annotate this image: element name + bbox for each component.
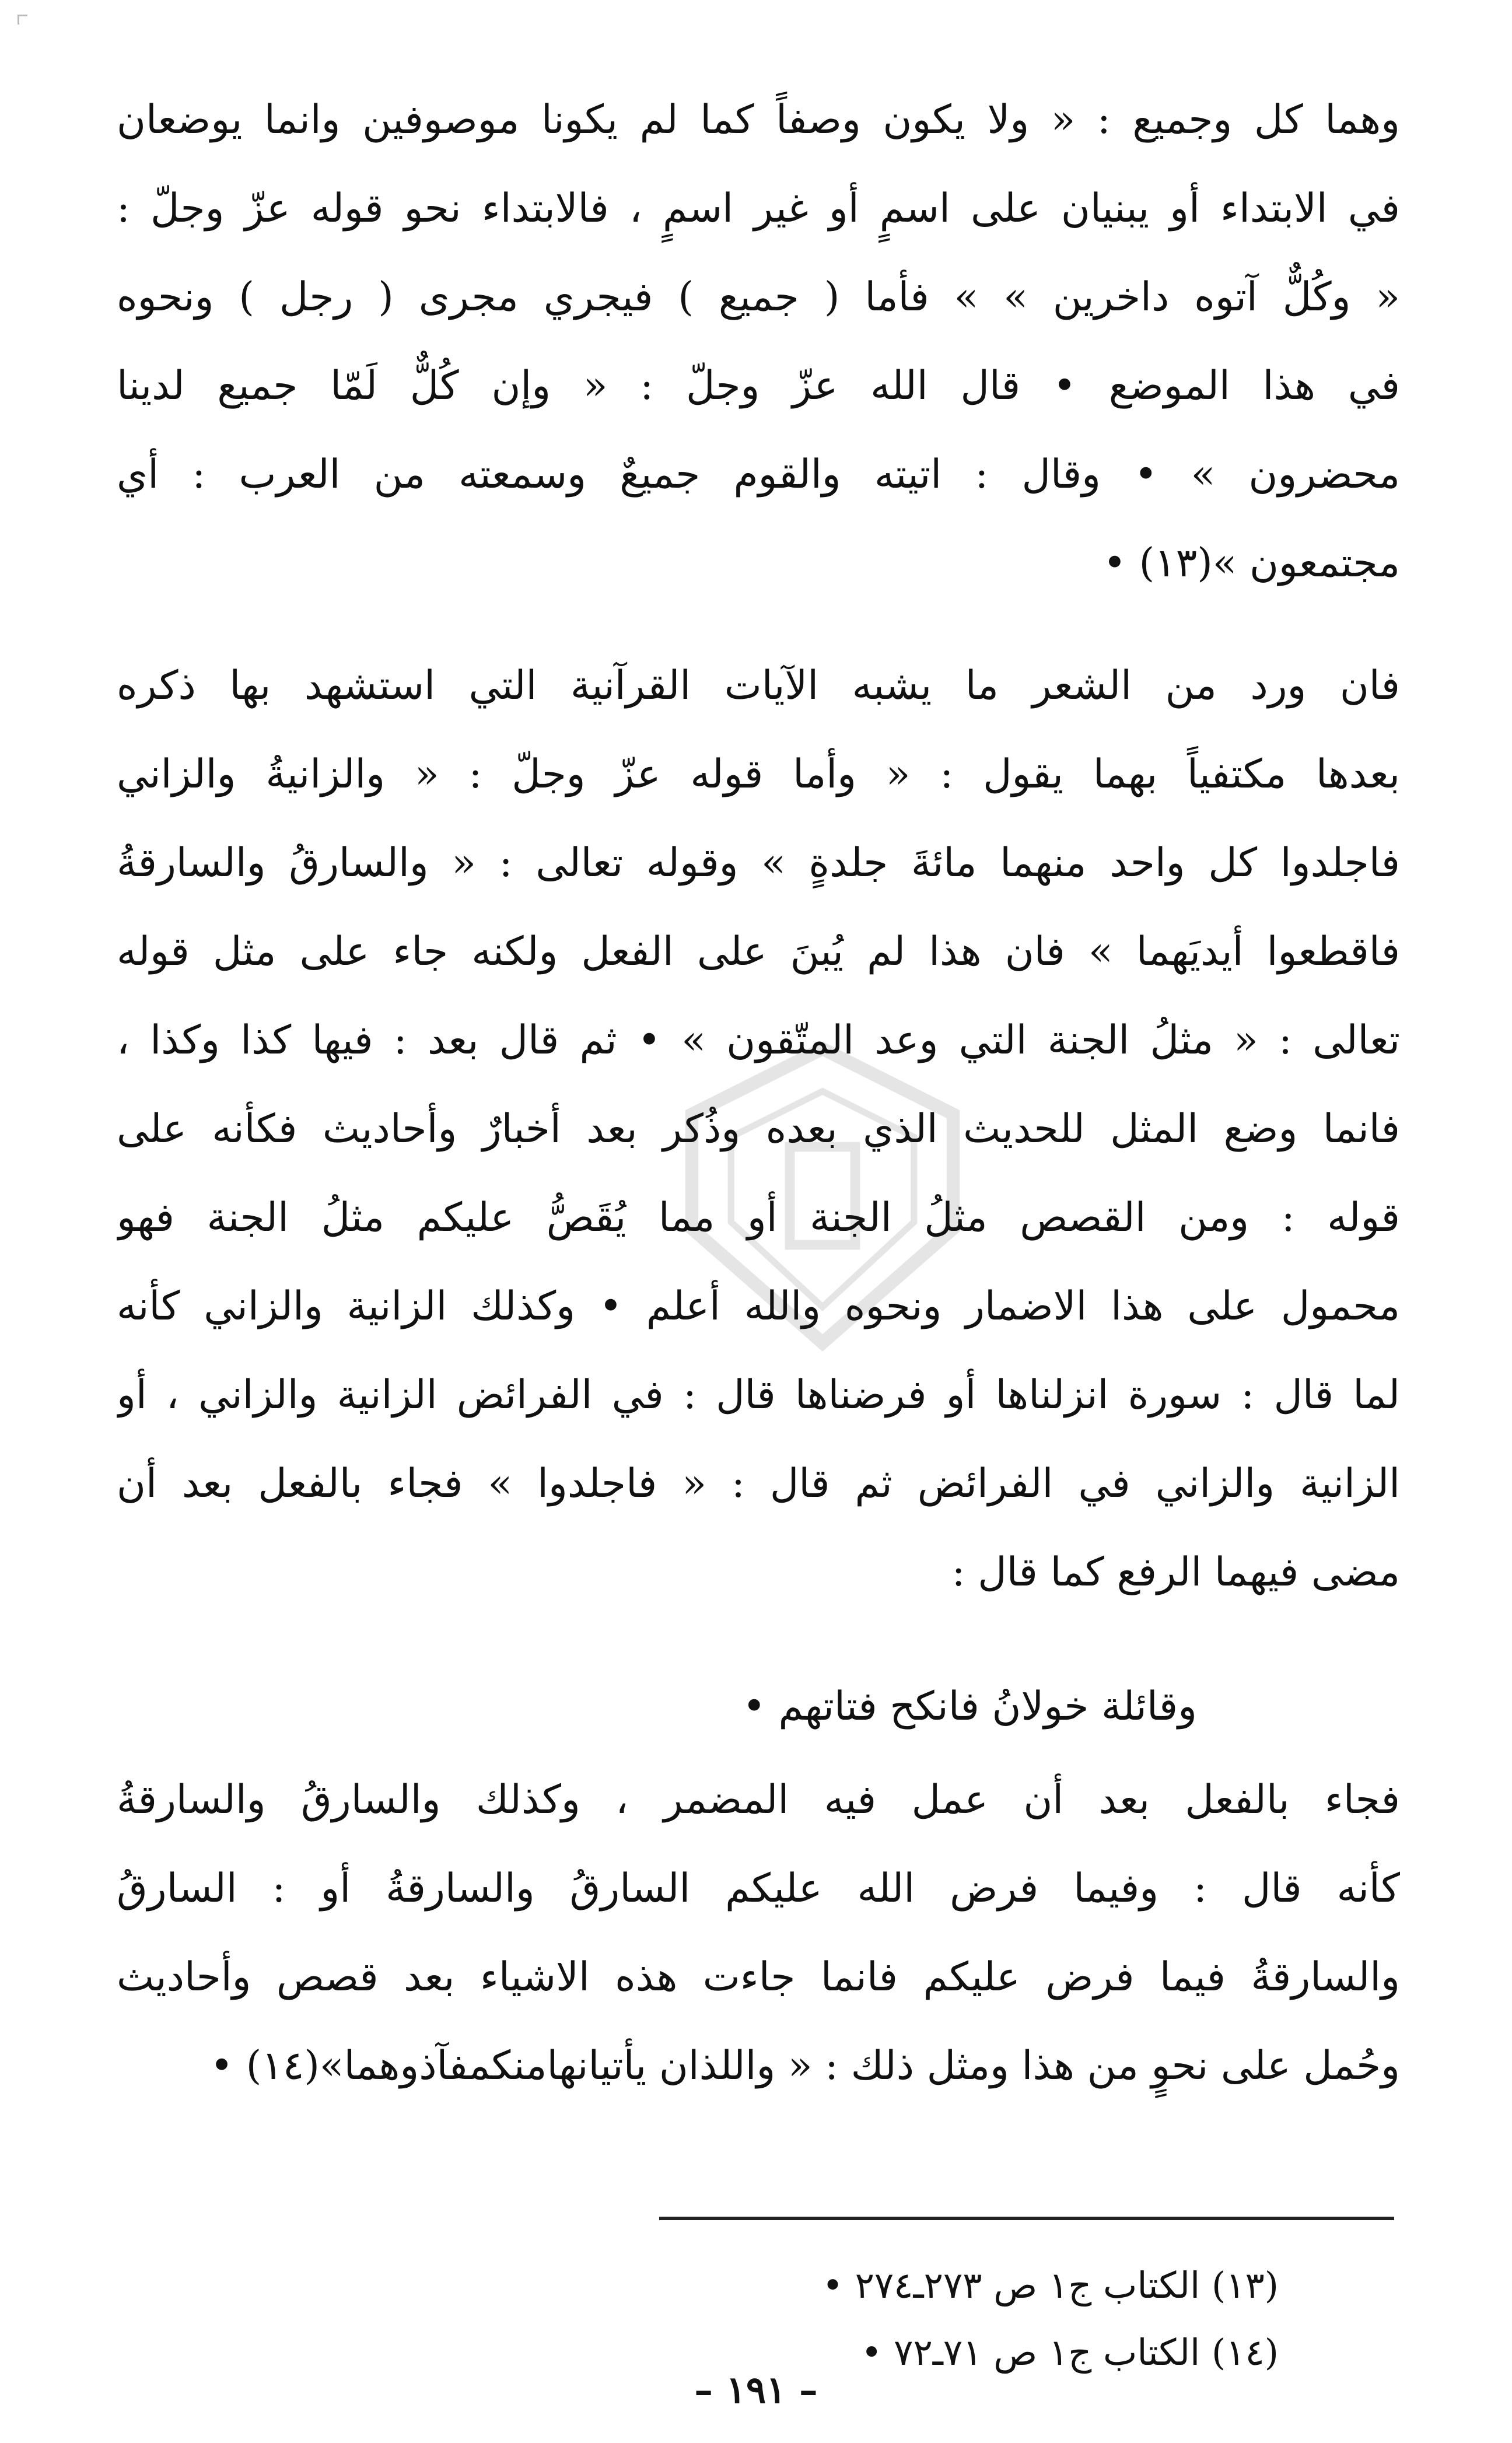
paragraph-1	[117, 76, 1400, 608]
text-line: محضرون » • وقال : اتيته والقوم جميعٌ وسمعته من العرب : أي	[117, 452, 1400, 498]
footnotes	[822, 2252, 1279, 2386]
text-line: محمول على هذا الاضمار ونحوه والله أعلم • وكذلك الزانية والزاني كأنه	[117, 1283, 1400, 1329]
text-line: الزانية والزاني في الفرائض ثم قال : « فاجلدوا » فجاء بالفعل بعد أن	[117, 1461, 1400, 1507]
text-line: في الابتداء أو يبنيان على اسمٍ أو غير اسمٍ ، فالابتداء نحو قوله عزّ وجلّ :	[117, 186, 1400, 232]
footnote-14: (١٤) الكتاب ج١ ص ٧١ـ٧٢ •	[860, 2331, 1279, 2374]
page-number: – ١٩١ –	[694, 2368, 818, 2412]
text-line: في هذا الموضع • قال الله عزّ وجلّ : « وإن كُلٌّ لَمّا جميع لدينا	[117, 363, 1400, 409]
text-line: مجتمعون »(١٣) •	[1102, 540, 1400, 586]
text-line: وحُمل على نحوٍ من هذا ومثل ذلك : « واللذان يأتيانهامنكمفآذوهما»(١٤) •	[210, 2043, 1400, 2089]
footnote-13: (١٣) الكتاب ج١ ص ٢٧٣ـ٢٧٤ •	[822, 2264, 1279, 2306]
footnote-divider	[659, 2217, 1394, 2220]
text-line: لما قال : سورة انزلناها أو فرضناها قال : في الفرائض الزانية والزاني ، أو	[117, 1372, 1400, 1418]
paragraph-3	[117, 1756, 1400, 2110]
text-line: قوله : ومن القصص مثلُ الجنة أو مما يُقَصُّ عليكم مثلُ الجنة فهو	[117, 1195, 1400, 1241]
corner-mark	[18, 15, 27, 24]
text-line: فاقطعوا أيديَهما » فان هذا لم يُبنَ على الفعل ولكنه جاء على مثل قوله	[117, 929, 1400, 975]
text-line: فجاء بالفعل بعد أن عمل فيه المضمر ، وكذلك والسارقُ والسارقةُ	[117, 1777, 1400, 1823]
text-line: فاجلدوا كل واحد منهما مائةَ جلدةٍ » وقوله تعالى : « والسارقُ والسارقةُ	[117, 840, 1400, 886]
text-line: مضى فيهما الرفع كما قال :	[951, 1549, 1400, 1595]
text-line: وهما كل وجميع : « ولا يكون وصفاً كما لم يكونا موصوفين وانما يوضعان	[117, 97, 1400, 143]
text-line: والسارقةُ فيما فرض عليكم فانما جاءت هذه الاشياء بعد قصص وأحاديث	[117, 1954, 1400, 2000]
text-line: بعدها مكتفياً بهما يقول : « وأما قوله عزّ وجلّ : « والزانيةُ والزاني	[117, 751, 1400, 797]
verse-line: وقائلة خولانُ فانكح فتاتهم •	[742, 1684, 1197, 1730]
paragraph-2	[117, 642, 1400, 1617]
text-line: « وكُلٌّ آتوه داخرين » » فأما ( جميع ) فيجري مجرى ( رجل ) ونحوه	[117, 274, 1400, 320]
text-line: فان ورد من الشعر ما يشبه الآيات القرآنية التي استشهد بها ذكره	[117, 663, 1400, 709]
text-line: تعالى : « مثلُ الجنة التي وعد المتّقون » • ثم قال بعد : فيها كذا وكذا ،	[117, 1017, 1400, 1063]
text-line: كأنه قال : وفيما فرض الله عليكم السارقُ والسارقةُ أو : السارقُ	[117, 1866, 1400, 1912]
text-line: فانما وضع المثل للحديث الذي بعده وذُكر بعد أخبارٌ وأحاديث فكأنه على	[117, 1106, 1400, 1152]
